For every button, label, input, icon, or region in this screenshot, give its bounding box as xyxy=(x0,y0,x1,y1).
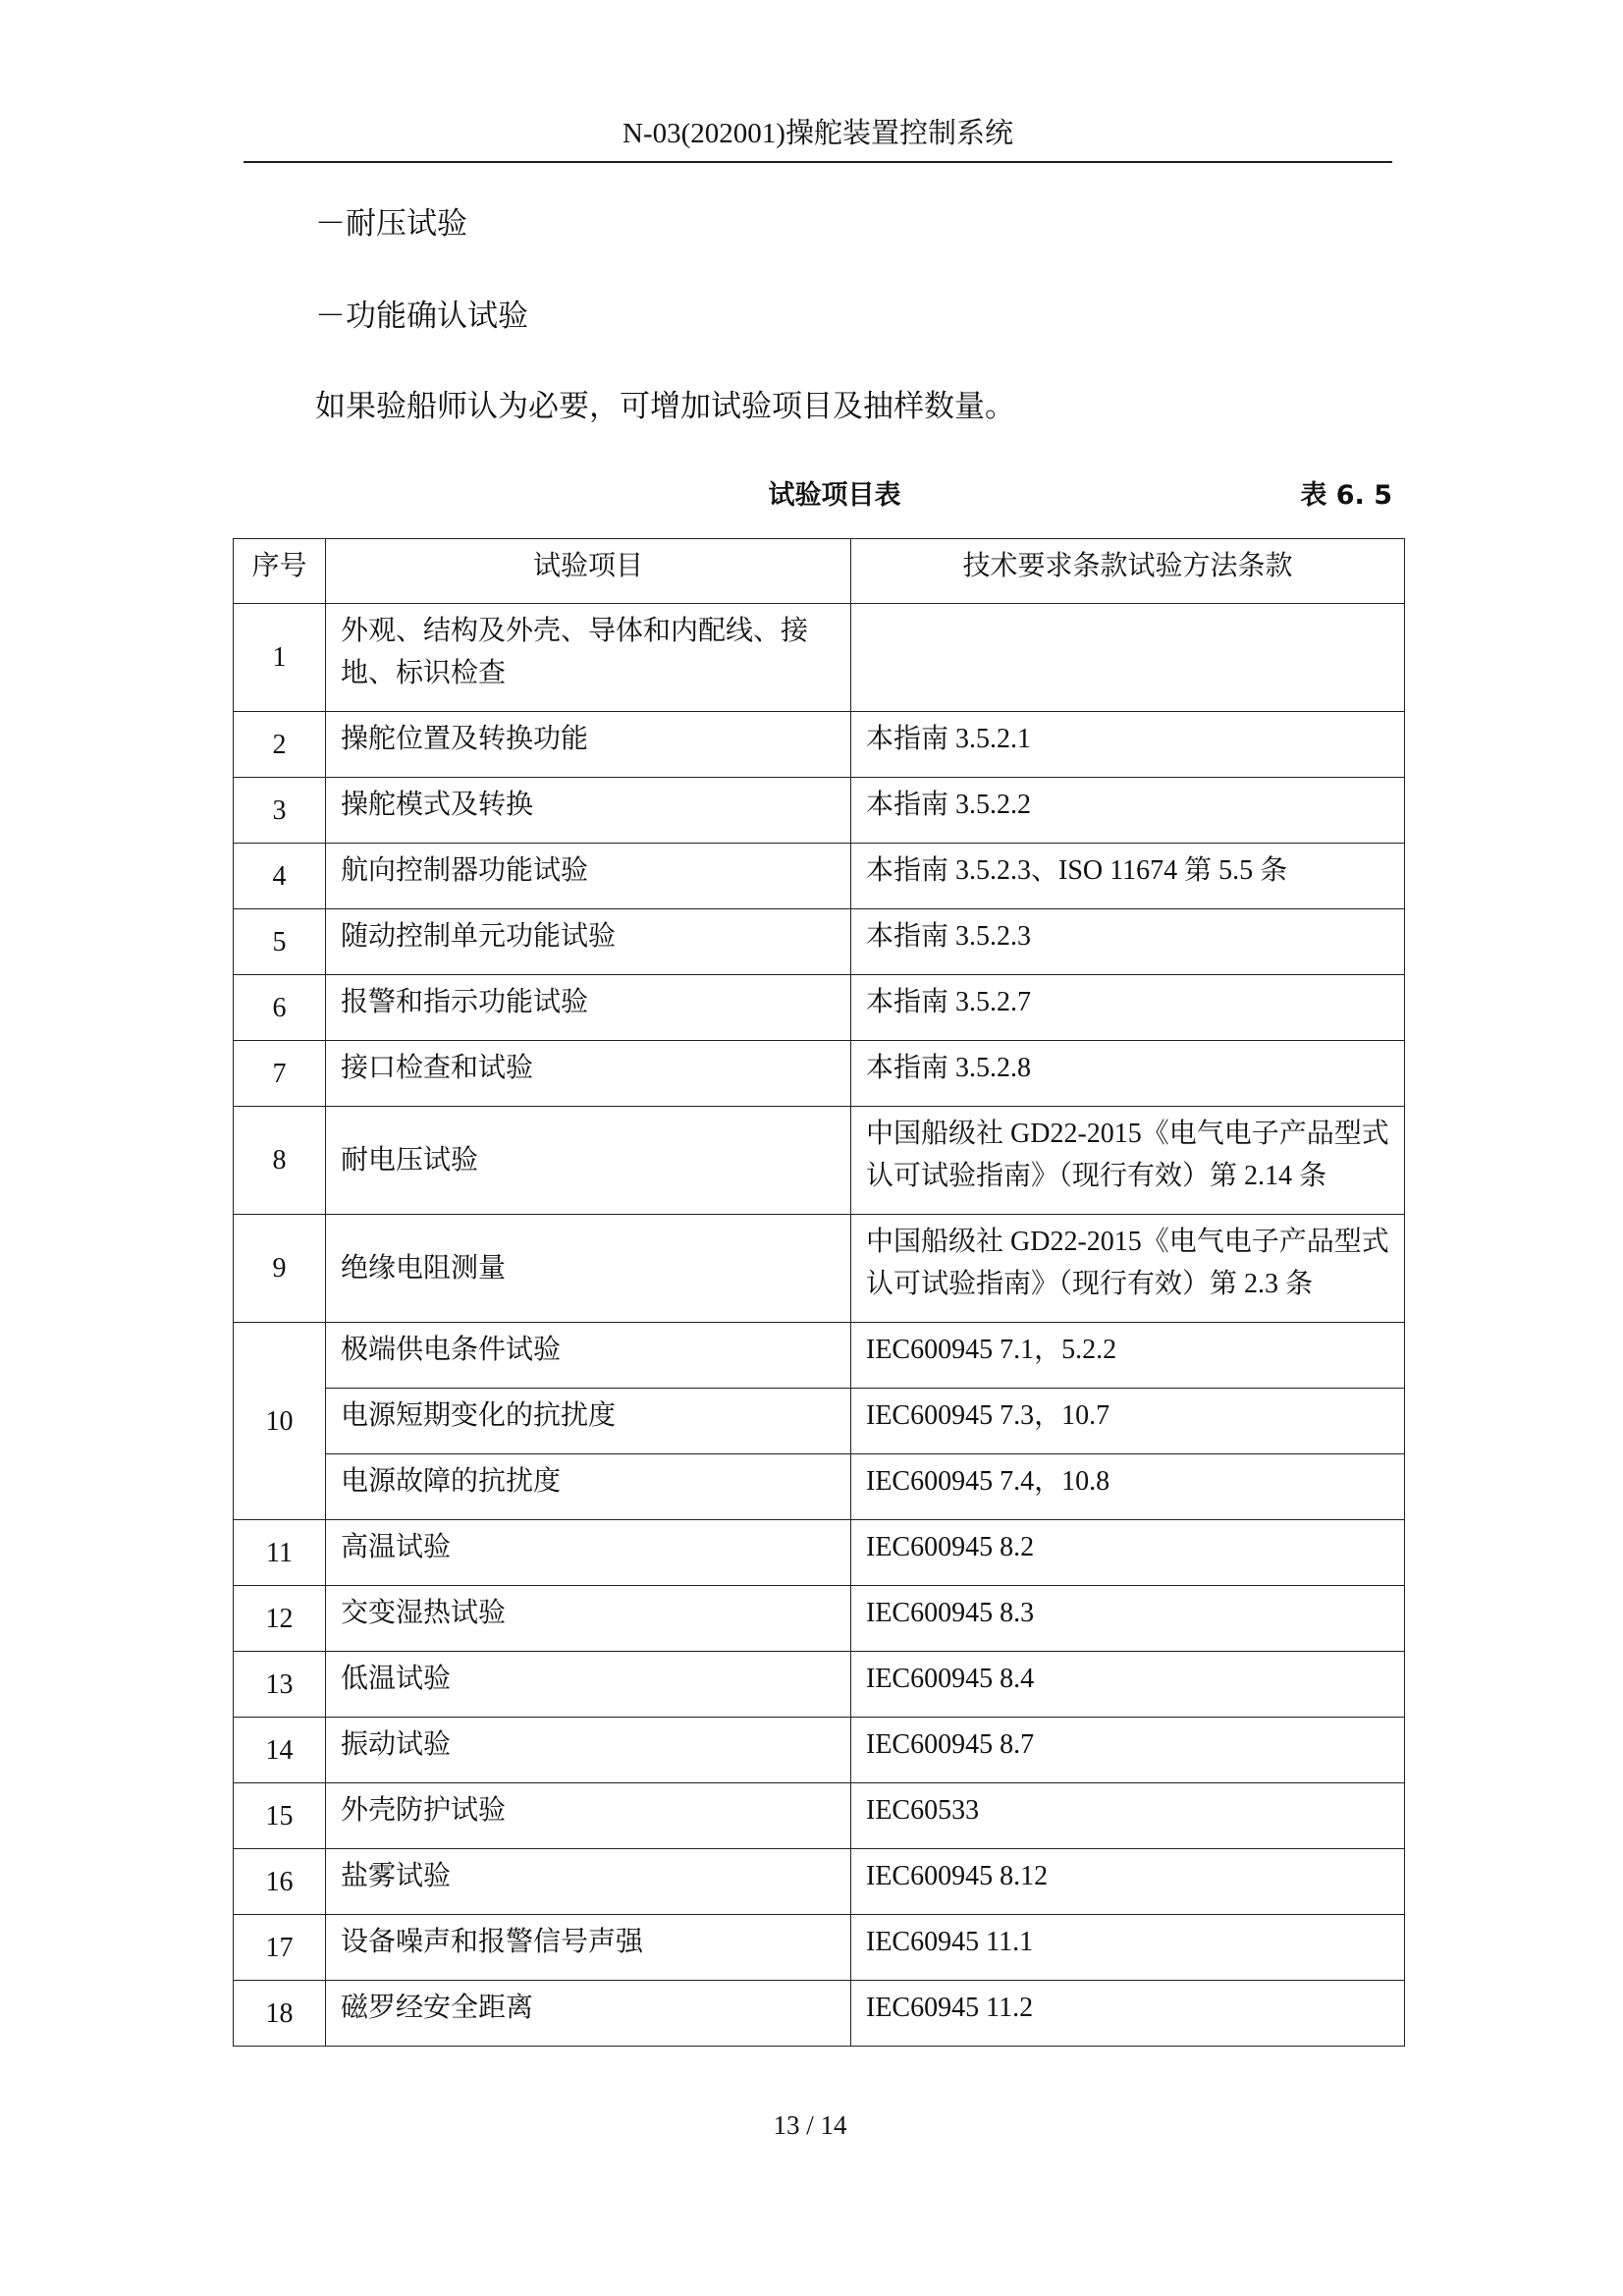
table-row xyxy=(234,1520,1405,1586)
table-caption-number: 表 6. 5 xyxy=(1300,480,1392,511)
row-seq: 18 xyxy=(234,1981,326,2047)
table-row xyxy=(234,1981,1405,2047)
row-item: 高温试验 xyxy=(326,1520,851,1586)
row-clause: IEC600945 8.12 xyxy=(851,1849,1405,1915)
table-row xyxy=(234,1586,1405,1652)
table-row xyxy=(234,712,1405,778)
row-item: 操舵模式及转换 xyxy=(326,778,851,844)
header-divider xyxy=(243,161,1392,163)
table-row xyxy=(234,844,1405,909)
row-item: 接口检查和试验 xyxy=(326,1041,851,1107)
row-seq: 7 xyxy=(234,1041,326,1107)
column-header-clause: 技术要求条款试验方法条款 xyxy=(851,539,1405,604)
row-clause: 本指南 3.5.2.7 xyxy=(851,975,1405,1041)
row-seq: 2 xyxy=(234,712,326,778)
row-clause: IEC60533 xyxy=(851,1783,1405,1849)
table-header-row xyxy=(234,539,1405,604)
row-item: 报警和指示功能试验 xyxy=(326,975,851,1041)
table-row xyxy=(234,975,1405,1041)
table-row xyxy=(234,1041,1405,1107)
row-item: 交变湿热试验 xyxy=(326,1586,851,1652)
row-clause xyxy=(851,604,1405,712)
row-seq: 15 xyxy=(234,1783,326,1849)
row-seq: 1 xyxy=(234,604,326,712)
row-seq: 8 xyxy=(234,1107,326,1215)
row-seq: 13 xyxy=(234,1652,326,1718)
row-clause: IEC600945 7.1，5.2.2 xyxy=(851,1323,1405,1389)
row-clause: IEC600945 8.3 xyxy=(851,1586,1405,1652)
row-item: 电源故障的抗扰度 xyxy=(326,1454,851,1520)
table-row xyxy=(234,1718,1405,1783)
row-seq: 6 xyxy=(234,975,326,1041)
row-clause: 中国船级社 GD22-2015《电气电子产品型式认可试验指南》（现行有效）第 2.3 条 xyxy=(851,1215,1405,1323)
row-clause: 本指南 3.5.2.3 xyxy=(851,909,1405,975)
row-item: 外观、结构及外壳、导体和内配线、接地、标识检查 xyxy=(326,604,851,712)
table-caption-title: 试验项目表 xyxy=(768,480,901,511)
row-seq: 17 xyxy=(234,1915,326,1981)
table-row xyxy=(234,1215,1405,1323)
document-header-title: N-03(202001)操舵装置控制系统 xyxy=(622,118,1013,149)
body-line-pressure-test: －耐压试验 xyxy=(315,206,467,241)
body-line-function-test: －功能确认试验 xyxy=(315,299,528,333)
row-clause: 本指南 3.5.2.3、ISO 11674 第 5.5 条 xyxy=(851,844,1405,909)
test-items-table xyxy=(233,538,1405,2047)
row-seq: 3 xyxy=(234,778,326,844)
row-seq: 4 xyxy=(234,844,326,909)
row-item: 盐雾试验 xyxy=(326,1849,851,1915)
row-seq: 10 xyxy=(234,1323,326,1520)
row-item: 航向控制器功能试验 xyxy=(326,844,851,909)
table-row xyxy=(234,1915,1405,1981)
row-clause: 本指南 3.5.2.8 xyxy=(851,1041,1405,1107)
row-seq: 11 xyxy=(234,1520,326,1586)
row-item: 外壳防护试验 xyxy=(326,1783,851,1849)
column-header-item: 试验项目 xyxy=(326,539,851,604)
page-number: 13 / 14 xyxy=(773,2110,847,2140)
row-seq: 14 xyxy=(234,1718,326,1783)
table-row xyxy=(234,604,1405,712)
row-clause: 中国船级社 GD22-2015《电气电子产品型式认可试验指南》（现行有效）第 2.14 条 xyxy=(851,1107,1405,1215)
row-clause: IEC600945 7.3，10.7 xyxy=(851,1389,1405,1454)
row-clause: IEC60945 11.1 xyxy=(851,1915,1405,1981)
table-row xyxy=(234,1783,1405,1849)
row-clause: IEC600945 7.4，10.8 xyxy=(851,1454,1405,1520)
row-clause: 本指南 3.5.2.1 xyxy=(851,712,1405,778)
row-item: 低温试验 xyxy=(326,1652,851,1718)
table-row xyxy=(234,1323,1405,1389)
table-row xyxy=(234,909,1405,975)
table-row xyxy=(234,1454,1405,1520)
row-seq: 16 xyxy=(234,1849,326,1915)
row-item: 磁罗经安全距离 xyxy=(326,1981,851,2047)
row-item: 极端供电条件试验 xyxy=(326,1323,851,1389)
row-clause: IEC600945 8.4 xyxy=(851,1652,1405,1718)
row-item: 随动控制单元功能试验 xyxy=(326,909,851,975)
row-seq: 9 xyxy=(234,1215,326,1323)
body-line-surveyor-note: 如果验船师认为必要，可增加试验项目及抽样数量。 xyxy=(315,389,1015,423)
column-header-seq: 序号 xyxy=(234,539,326,604)
table-row xyxy=(234,1107,1405,1215)
row-item: 绝缘电阻测量 xyxy=(326,1215,851,1323)
table-row xyxy=(234,1389,1405,1454)
row-item: 振动试验 xyxy=(326,1718,851,1783)
row-clause: IEC60945 11.2 xyxy=(851,1981,1405,2047)
row-item: 耐电压试验 xyxy=(326,1107,851,1215)
row-item: 电源短期变化的抗扰度 xyxy=(326,1389,851,1454)
row-item: 操舵位置及转换功能 xyxy=(326,712,851,778)
row-item: 设备噪声和报警信号声强 xyxy=(326,1915,851,1981)
table-row xyxy=(234,778,1405,844)
table-row xyxy=(234,1652,1405,1718)
row-clause: 本指南 3.5.2.2 xyxy=(851,778,1405,844)
row-clause: IEC600945 8.2 xyxy=(851,1520,1405,1586)
row-seq: 12 xyxy=(234,1586,326,1652)
table-row xyxy=(234,1849,1405,1915)
row-seq: 5 xyxy=(234,909,326,975)
row-clause: IEC600945 8.7 xyxy=(851,1718,1405,1783)
